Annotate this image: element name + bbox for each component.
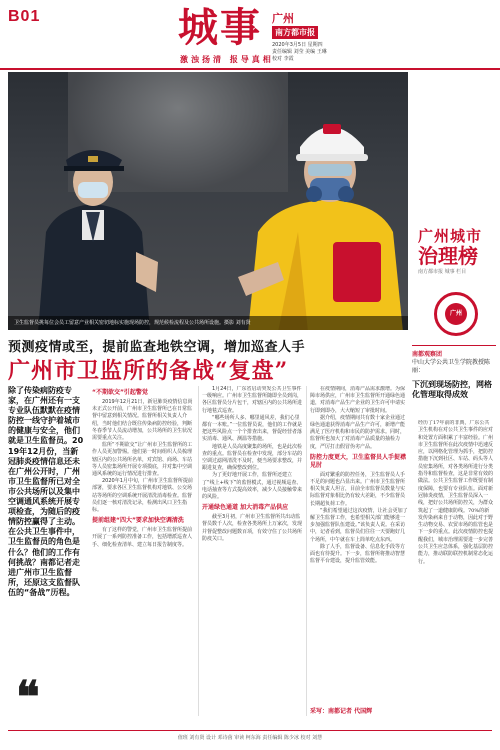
masthead-brand-logo: 南方都市报 <box>272 26 318 39</box>
paragraph: 截至3月初，广州市卫生监督所共出动监督员数千人次，检查各类场所上万家次，发现并督促整改问题数百项，有效守住了公共场所防疫关口。 <box>202 514 303 542</box>
subheading: 防控力度更大，卫生监督员人手捉襟见肘 <box>310 453 407 469</box>
article-column-1 <box>92 386 194 716</box>
article-column-3 <box>310 386 408 702</box>
seal-badge <box>434 292 478 336</box>
seal-badge-text: 广州 <box>445 303 467 325</box>
masthead-meta <box>272 42 328 63</box>
paragraph: 1月24日，广东省启动突发公共卫生事件一级响应。广州市卫生监督所随即全员到岗，各区监督员分片包干，对辖区内的公共场所进行地毯式巡查。 <box>202 386 303 414</box>
article-byline: 采写：南都记者 代国辉 <box>310 708 373 715</box>
subheading: “不期欲交”引起警觉 <box>92 389 148 396</box>
sidebar-body: 经历了17年前的非典，广东公共卫生机构在对公共卫生事件的应对和处置方面积累了丰富经验。广州市卫生监督所在此次疫情中迅速反应，以网格化管理为抓手，把防控措施下沉到社区、车站、码头等人员密集场所，对各类场所进行分类指导和监督检查，这是非常有效的做法。公共卫生监督工作既要有制度保障，也要有专业队伍。面对新冠肺炎疫情，卫生监督员深入一线，把好公共场所防控关，为群众筑起了一道健康防线。70%的新发传染病来自于动物，因此对于野生动物交易、农贸市场的监管也是下一步的重点。此次疫情防控也提醒我们，城市治理需要进一步完善公共卫生应急体系，强化基层防控能力，推动联防联控机制常态化运行。 <box>418 420 494 565</box>
column-separator <box>198 386 199 716</box>
article-column-2 <box>202 386 304 716</box>
paragraph: 有了这样的警觉，广州市卫生监督所提前开展了一系列防控准备工作，包括增派巡查人手、细化检查清单、建立每日报告制度等。 <box>92 527 193 548</box>
paragraph: 据介绍，疫情期间共有数十家企业通过绿色通道获得消毒产品生产许可，新增产能满足了医疗机构和市民的防护需求。同时，监督所也加大了对消毒产品质量的抽检力度，严厉打击假冒伪劣产品。 <box>310 414 406 450</box>
paragraph: 除了人手，监督设备、信息化手段等方面也有待提升。下一步，监督所将推动智慧监督平台建设，提升监管效能。 <box>310 543 406 565</box>
article-headline: 广州市卫监所的备战“复盘” <box>8 358 289 384</box>
page-footer: 值班 刘有贤 设计 邓诗茵 审读 柯东海 责任编辑 陈少冰 校对 刘慧 <box>177 735 323 741</box>
paragraph: “我们希望通过这次疫情，让社会更加了解卫生监督工作，也希望相关部门能够进一步加强监督队伍建设。”该负责人说。在采访中，记者看到，监督员们往往一天要跑好几个场所，中午就在车上简单吃点东西。 <box>310 507 408 543</box>
paragraph: 地铁是人员高度聚集的场所，也是此次检查的重点。监督员在检查中发现，部分车站的空调过滤网清洗不及时，便当场要求整改，并跟进复查，确保整改到位。 <box>202 443 303 472</box>
paragraph: 在疫情期间，消毒产品需求激增。为保障市场供应，广州市卫生监督所开通绿色通道，对消毒产品生产企业的卫生许可申请实行即到即办，大大缩短了审批时间。 <box>310 386 406 414</box>
masthead-slogan: 激浊扬清 报导真相 <box>180 55 274 64</box>
photo-figure-conductor <box>18 112 168 330</box>
masthead <box>178 6 328 68</box>
photo-caption: 卫生监督员挑每位会员工留意产业相关密切地标实施现场防控，规范候检流程及公共场所设施。摄影 刘有贤 <box>8 316 408 330</box>
masthead-city: 广州 <box>272 12 294 25</box>
sidebar-kicker: 南都观察团 <box>412 351 443 358</box>
article-lead: 除了传染病防疫专家，在广州还有一支专业队伍默默在疫情防控一线守护着城市的健康与安全，他们就是卫生监督员。2019年12月份，当新冠肺炎疫情信息还未在广州公开时，广州市卫生监督所已对全市公共场所以及集中空调通风系统开展专项检查，为随后的疫情防控赢得了主动。在公共卫生事件中，卫生监督员的角色是什么？他们的工作有何挑战？南都记者走进广州市卫生监督所，还原这支监督队伍的“备战”历程。 <box>8 386 84 597</box>
column-brand-sub: 南方都市报 城事 栏目 <box>418 269 467 275</box>
column-separator <box>306 386 307 716</box>
masthead-rule <box>0 68 500 70</box>
quote-mark-icon: ❝ <box>16 672 40 723</box>
column-brand <box>418 228 492 276</box>
masthead-editor: 责任编辑 刘莹 美编 王琳 校对 李霞 <box>272 49 327 62</box>
sidebar-subtitle: 中山大学公共卫生学院教授陈丽： <box>412 359 491 374</box>
column-brand-line2: 治理榜 <box>418 244 478 268</box>
page-number: B01 <box>8 8 41 25</box>
paragraph: 2020年1月中旬，广州市卫生监督所提前部署，要求各区卫生监督机构对地铁、公交场站等场所的空调系统开展清洗消毒检查。监督员们逐一核对清洗记录，检测出风口卫生指标。 <box>92 478 193 514</box>
hero-photo <box>8 72 408 330</box>
paragraph: 监所“不期欲交”让广州市卫生监督所的工作人员更加警惕。他们第一时间组织人员梳理辖区内的公共场所名单，对宾馆、商场、车站等人员密集场所开展专项摸底，并对集中空调通风系统的运行情况进行排查。 <box>92 442 193 478</box>
footer-rule <box>8 730 492 731</box>
paragraph: 2019年12月21日，新冠肺炎疫情信息尚未正式公开前，广州市卫生监督所已在日常监督中留意到相关情况。监督所相关负责人介绍，当时他们结合既往传染病防控经验，判断冬春季节人员流动增加，公共场所的卫生状况需要重点关注。 <box>92 399 193 442</box>
paragraph: 面对繁重的防控任务，卫生监督员人手不足的问题也凸显出来。广州市卫生监督所相关负责人坦言，目前全市监督员数量与实际监督对象相比仍有较大差距，不少监督员长期超负荷工作。 <box>310 471 406 507</box>
column-brand-line1: 广州城市 <box>418 227 483 245</box>
masthead-title: 城事 <box>178 4 262 51</box>
subheading: 提前组建“四大”要求加快空调清洗 <box>92 517 184 525</box>
subheading: 开通绿色通道 加大消毒产品供应 <box>202 504 289 512</box>
masthead-date: 2020年3月5日 星期四 <box>272 42 323 48</box>
article-kicker: 预测疫情或至，提前监查地铁空调，增加巡查人手 <box>8 340 306 355</box>
paragraph: “哪些场所人多、哪里通风差，我们心里都有一本账。”一位监督员说，他们的工作就是把这些风险点一个个排查出来，督促经营者落实消毒、通风、测温等措施。 <box>202 414 303 443</box>
sidebar-rule <box>412 345 496 346</box>
sidebar-headline: 下沉到现场防控，网格化管理取得成效 <box>412 380 492 399</box>
photo-figure-inspector <box>238 102 408 330</box>
paragraph: 为了更好地开展工作，监督所还建立了“线上+线下”的监督模式，通过视频巡查、电话抽查等方式提高效率，减少人员接触带来的风险。 <box>202 472 303 501</box>
